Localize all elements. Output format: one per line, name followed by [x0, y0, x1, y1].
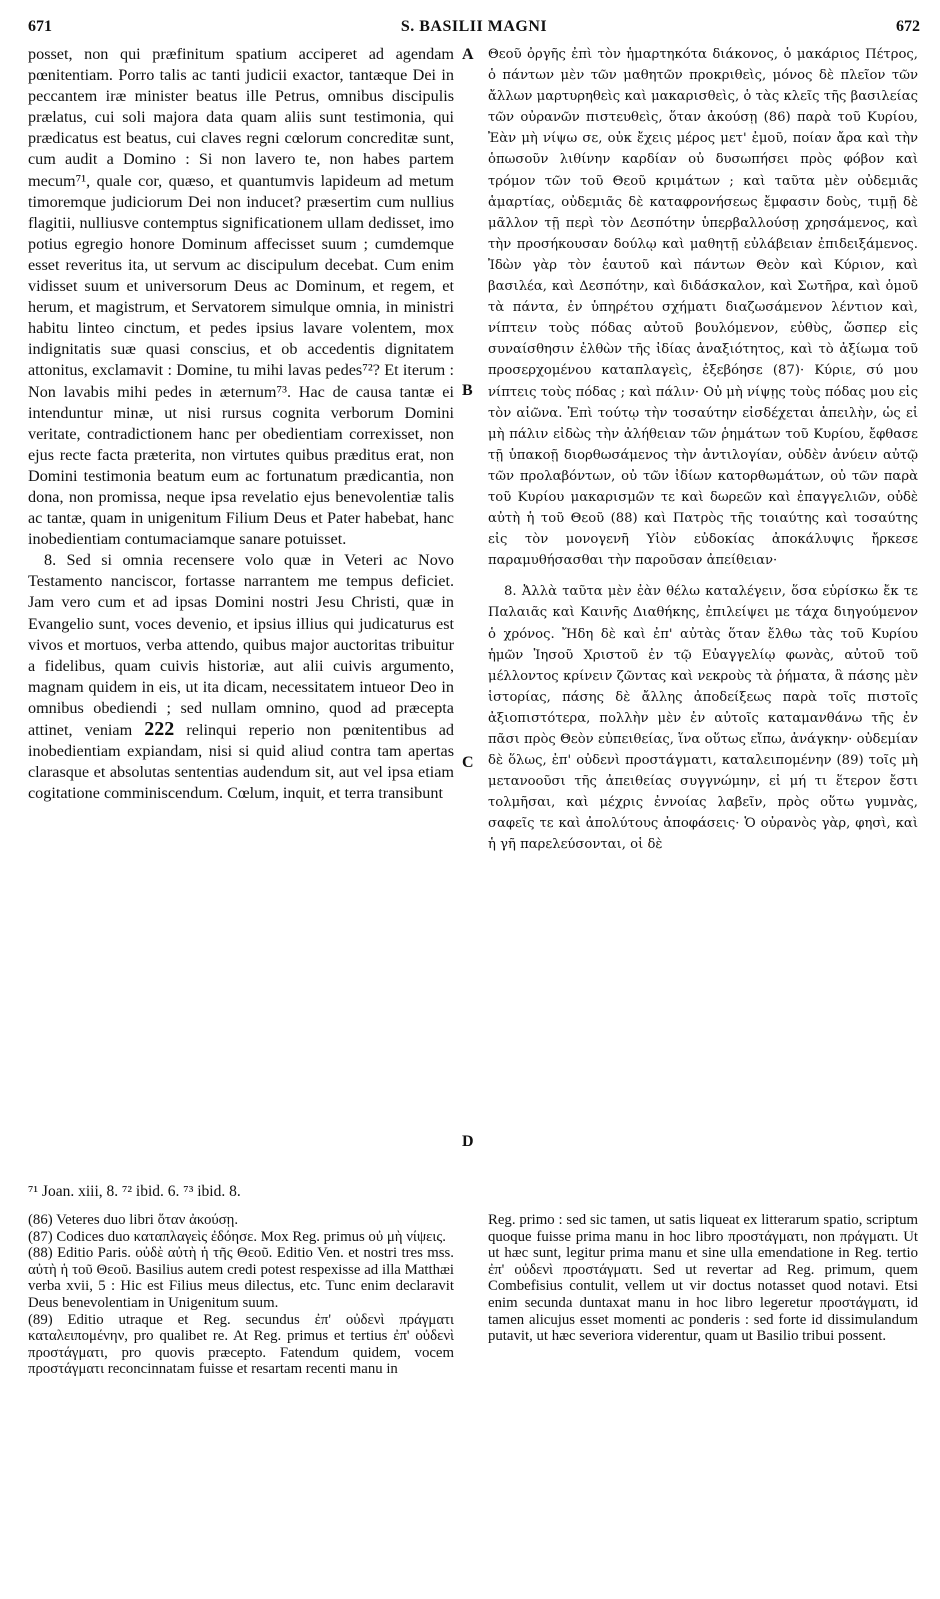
running-title: S. BASILII MAGNI	[400, 18, 548, 35]
latin-paragraph-2-start: 8. Sed si omnia recensere volo quæ in Veteri ac Novo Testamento nanciscor, fortasse narrantem me tempus deficiet. Jam vero cum et ad ipsas Domini nostri Jesu Christi, quæ in Evangelio sunt, voces devenio, et ipsius illius qui judicaturus est vivos et mortuos, verba attendo, quibus major auctoritas tribuitur a fidelibus, quam cuivis historiæ, aut alii cuivis argumento, magnam quidem in eis, ut ita dicam, necessitatem intueor Deo in omnibus obediendi ; sed nullam omnino, quod ad præcepta attinet, veniam	[28, 551, 454, 739]
footnotes-right	[488, 1212, 918, 1345]
margin-marker-b: B	[462, 382, 473, 399]
page-header	[28, 18, 920, 42]
latin-paragraph-2	[28, 550, 454, 804]
footnote-86: (86) Veteres duo libri ὅταν ἀκούσῃ.	[28, 1212, 239, 1228]
footnote-88: (88) Editio Paris. οὐδὲ αὐτὴ ἡ τῆς Θεοῦ. Editio Ven. et nostri tres mss. αὐτὴ ἡ τοῦ Θεοῦ. Basilius autem credi potest respexisse ad illa Matthæi verba xvii, 5 : Hic est Filius meus dilectus, etc. Tunc enim declaravit Deus benevolentiam in Unigenitum suum.	[28, 1245, 454, 1311]
footnote-89-continued: Reg. primo : sed sic tamen, ut satis liqueat ex litterarum spatio, scriptum quoque fuisse prima manu in hoc libro προστάγματι, non πράγματι. Ut ut hæc sunt, legitur prima manu et sine ulla emendatione in Reg. tertio ἐπ' οὐδενὶ προστάγματι. Sed ut revertar ad Reg. primum, quem Combefisius contulit, vellem ut vir doctus notasset quod notavi. Etsi enim secunda duntaxat manu in hoc libro legeretur προστάγματι, id tamen alicujus esset momenti ac ponderis : sed forte id dissimulandum putavit, ut hæc severiora viderentur, quam ut Basilio tribui possent.	[488, 1212, 918, 1345]
margin-marker-a: A	[462, 46, 474, 63]
latin-column	[28, 44, 454, 804]
footnote-87: (87) Codices duo καταπλαγεὶς ἐδόησε. Mox Reg. primus οὐ μὴ νίψεις.	[28, 1228, 446, 1245]
column-number: 222	[144, 718, 175, 740]
latin-paragraph-1: posset, non qui præfinitum spatium acciperet ad agendam pœnitentiam. Porro talis ac tanti judicii exactor, tantæque Dei in peccantem iræ minister beatus ille Petrus, omnibus discipulis prælatus, cui soli majora data quam aliis sunt testimonia, qui prædicatus est beatus, cui claves regni cœlorum concreditæ sunt, cum audit a Domino : Si non lavero te, non habes partem mecum⁷¹, quale cor, quæso, et quantumvis lapideum ad metum timoremque judiciorum Dei non inducet? præsertim cum nullius flagitii, nulliusve contemptus significationem ullam dedisset, imo potius egregio honore Dominum affecisset suum ; cumdemque esset reveritus ita, ut servum ac discipulum decebat. Cum enim vidisset suum et universorum Deus ac Dominum, et regem, et herum, et magistrum, et Servatorem simulque omnia, in ministri habitu linteo cinctum, et pedes ipsius lavare volentem, mox indignitatis suæ quasi conscius, et ob accedentis dignitatem attonitus, exclamavit : Domine, tu mihi lavas pedes⁷²? Et iterum : Non lavabis mihi pedes in æternum⁷³. Hac de causa tantæ ei intenduntur minæ, ut nisi rursus cognita verborum Domini veritate, contradictionem hanc per obedientiam correxisset, non ejus recte facta præterita, non virtutes quibus præditus erat, non Domini testimonia beatum eum ac fortunatum prædicantia, non dona, non promissa, neque ipsa revelatio ejus benevolentiæ talis ac tantæ, quam in unigenitum Filium Deus et Pater habebat, hanc inobedientiam contumaciamque sanare potuisset.	[28, 45, 454, 549]
latin-paragraph-2-end: relinqui reperio non pœnitentibus ad inobedientiam expiandam, nisi si quid aliud contra tam apertas clarasque et absolutas sententias audendum sit, aut vel ipsa etiam cogitatione comminiscendum. Cœlum, inquit, et terra transibunt	[28, 721, 455, 803]
greek-column	[488, 44, 918, 856]
greek-paragraph-1: Θεοῦ ὀργῆς ἐπὶ τὸν ἡμαρτηκότα διάκονος, ὁ μακάριος Πέτρος, ὁ πάντων μὲν τῶν μαθητῶν προκριθεὶς, μόνος δὲ πλεῖον τῶν ἄλλων μαρτυρηθεὶς καὶ μακαρισθεὶς, ὁ τὰς κλεῖς τῆς βασιλείας τῶν οὐρανῶν πιστευθεὶς, ὅταν ἀκούσῃ (86) παρὰ τοῦ Κυρίου, Ἐὰν μὴ νίψω σε, οὐκ ἔχεις μέρος μετ' ἐμοῦ, ποίαν ἄρα καὶ τὴν ὁπωσοῦν λιθίνην καρδίαν οὐ δυσωπήσει πρὸς φόβον καὶ τρόμον τῶν τοῦ Θεοῦ κριμάτων ; καὶ ταῦτα μὲν οὐδεμιᾶς ἁμαρτίας, οὐδεμιᾶς δὲ καταφρονήσεως ἔμφασιν δοὺς, τιμῇ δὲ μᾶλλον τῇ περὶ τὸν Δεσπότην ὑπερβαλλούσῃ χρησάμενος, καὶ τὴν προσήκουσαν δούλῳ καὶ μαθητῇ εὐλάβειαν ἐπιδειξάμενος. Ἰδὼν γὰρ τὸν ἑαυτοῦ καὶ πάντων Θεὸν καὶ Κύριον, καὶ βασιλέα, καὶ Δεσπότην, καὶ διδάσκαλον, καὶ Σωτῆρα, καὶ ὁμοῦ τὰ πάντα, ἐν ὑπηρέτου σχήματι διαζωσάμενον λέντιον καὶ, νίπτειν τοὺς πόδας αὐτοῦ βουλόμενον, εὐθὺς, ὥσπερ εἰς συναίσθησιν ἐλθὼν τῆς ἰδίας ἀναξιότητος, καὶ τὸ ἀξίωμα τοῦ προσερχομένου καταπλαγεὶς, ἐξεβόησε (87)· Κύριε, σύ μου νίπτεις τοὺς πόδας ; καὶ πάλιν· Οὐ μὴ νίψῃς τοὺς πόδας μου εἰς τὸν αἰῶνα. Ἐπὶ τούτῳ τὴν τοσαύτην εἰσδέχεται ἀπειλὴν, ὡς εἰ μὴ πάλιν εἰδὼς τὴν ἀλήθειαν τῶν ῥημάτων τοῦ Κυρίου, ἔφθασε τῇ ὑπακοῇ διορθωσάμενος τὴν ἀντιλογίαν, οὐδὲν ἀνύειν αὐτῷ τῶν προλαβόντων, οὐ τῶν ἰδίων κατορθωμάτων, οὐ τῶν παρὰ τοῦ Κυρίου μακαρισμῶν τε καὶ δωρεῶν καὶ ἐπαγγελιῶν, οὐδὲ αὐτὴ ἡ τοῦ Θεοῦ (88) καὶ Πατρὸς τῆς τοιαύτης καὶ τοσαύτης εἰς τὸν μονογενῆ Υἱὸν εὐδοκίας ἀποκάλυψις ἤρκεσε παραμυθήσασθαι τὴν παροῦσαν ἀπείθειαν·	[488, 47, 918, 569]
greek-paragraph-2: 8. Ἀλλὰ ταῦτα μὲν ἐὰν θέλω καταλέγειν, ὅσα εὑρίσκω ἔκ τε Παλαιᾶς καὶ Καινῆς Διαθήκης, ἐπιλείψει με τάχα διηγούμενον ὁ χρόνος. Ἤδη δὲ καὶ ἐπ' αὐτὰς ὅταν ἔλθω τὰς τοῦ Κυρίου ἡμῶν Ἰησοῦ Χριστοῦ ἐν τῷ Εὐαγγελίῳ φωνὰς, αὐτοῦ τοῦ μέλλοντος κρίνειν ζῶντας καὶ νεκροὺς τὰ ῥήματα, ἃ πάσης μὲν ἱστορίας, πάσης δὲ ἄλλης ἀποδείξεως παρὰ τοῖς πιστοῖς ἀξιοπιστότερα, πολλὴν μὲν ἐν αὐτοῖς καταμανθάνω τῆς ἐν πᾶσι πρὸς Θεὸν εὐπειθείας, ἵνα οὕτως εἴπω, ἀνάγκην· οὐδεμίαν δὲ ὅλως, ἐπ' οὐδενὶ προστάγματι, καταλειπομένην (89) τοῖς μὴ μετανοοῦσι τῆς ἀπειθείας συγγνώμην, εἰ μή τι ἕτερον ἔστι τολμῆσαι, καὶ μέχρις ἐννοίας λαβεῖν, πρὸς οὕτω γυμνὰς, σαφεῖς τε καὶ ἀπολύτους ἀποφάσεις· Ὁ οὐρανὸς γὰρ, φησὶ, καὶ ἡ γῆ παρελεύσονται, οἱ δὲ	[488, 584, 918, 853]
footnote-89: (89) Editio utraque et Reg. secundus ἐπ' οὐδενὶ πράγματι καταλειπομένην, pro qualibet re. At Reg. primus et tertius ἐπ' οὐδενὶ προστάγματι, pro quovis præcepto. Fatendum quidem, vocem προστάγματι reconcinnatam fuisse et resartam recenti manu in	[28, 1311, 454, 1378]
margin-marker-d: D	[462, 1133, 474, 1150]
right-page-number: 672	[896, 18, 920, 35]
left-page-number: 671	[28, 18, 52, 35]
margin-marker-c: C	[462, 754, 474, 771]
footnotes-left	[28, 1212, 454, 1378]
scripture-references: ⁷¹ Joan. xiii, 8. ⁷² ibid. 6. ⁷³ ibid. 8.	[28, 1183, 241, 1200]
